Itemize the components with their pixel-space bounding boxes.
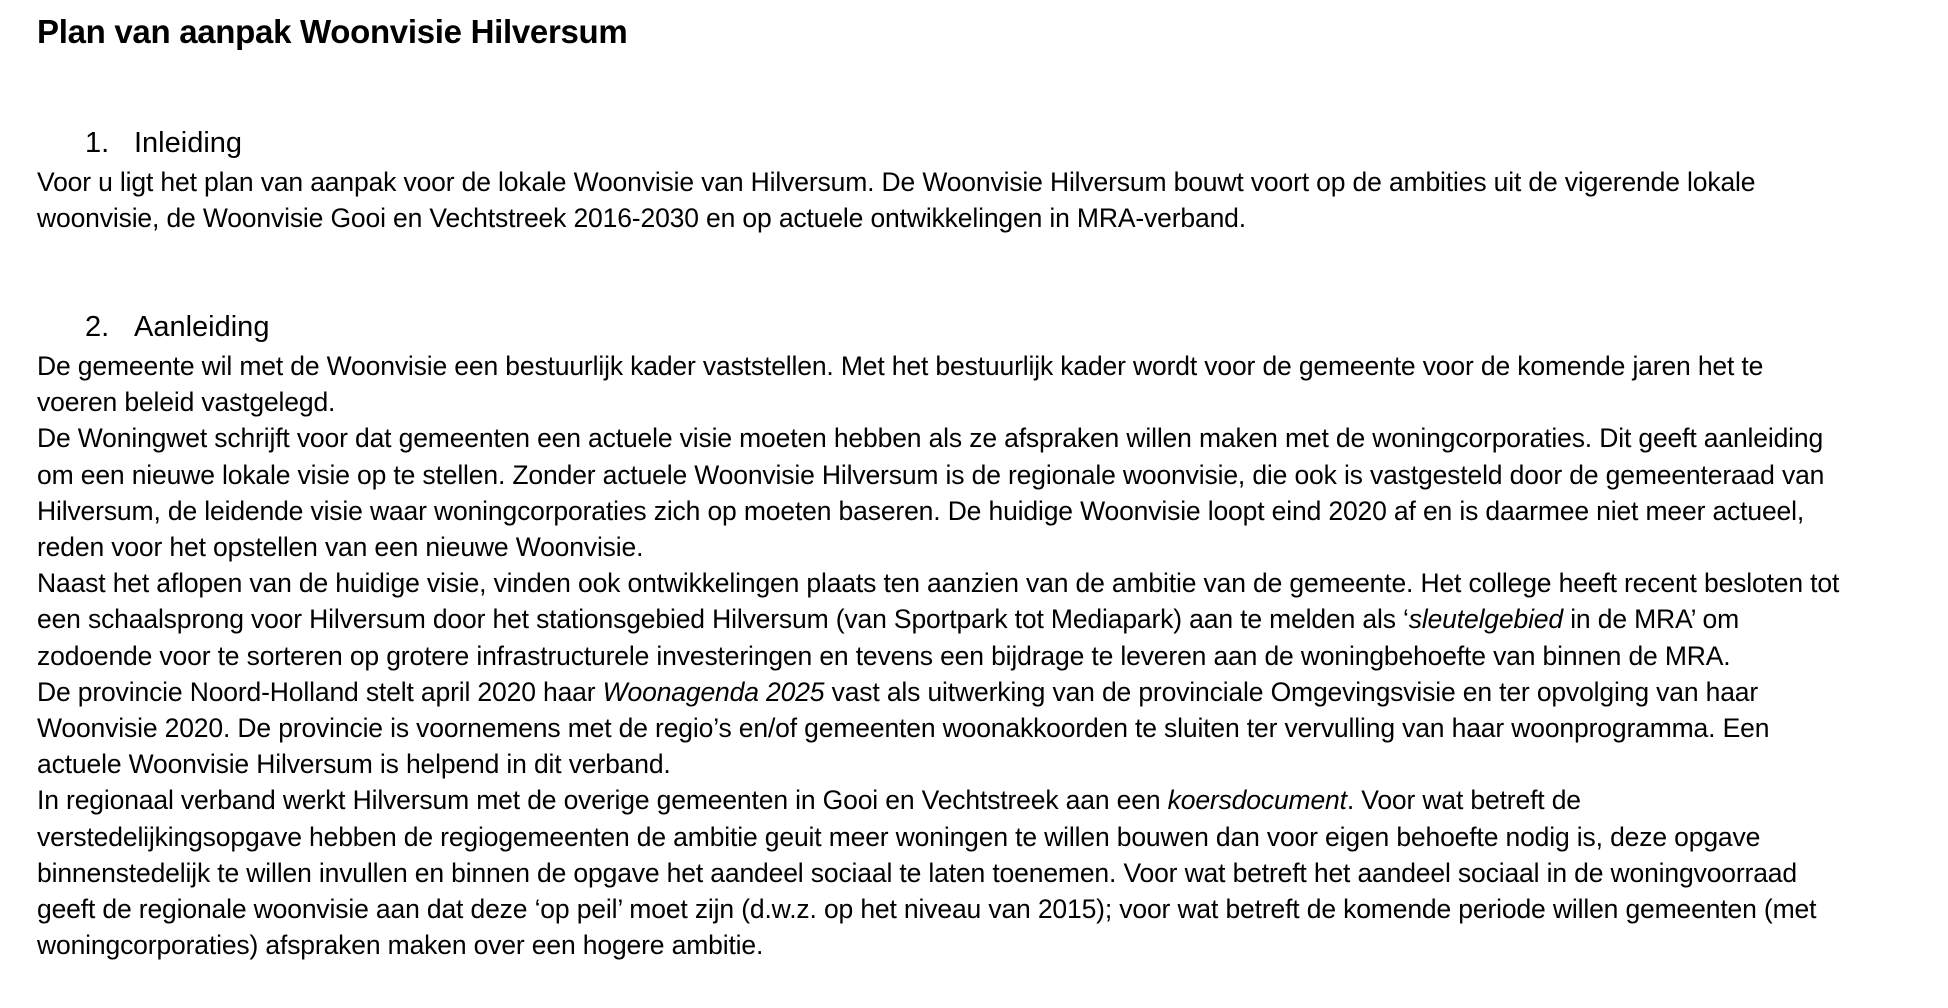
paragraph: De gemeente wil met de Woonvisie een bestuurlijk kader vaststellen. Met het bestuurlijk kader wordt voor de gemeente voor de komende jaren het te voeren beleid vastgelegd. <box>37 351 1764 418</box>
paragraph-text: . Voor wat betreft de verstedelijkingsopgave hebben de regiogemeenten de ambitie geuit meer woningen te willen bouwen dan voor eigen behoefte nodig is, deze opgave binnenstedelijk te willen invullen en binnen de opgave het aandeel sociaal te laten toenemen. Voor wat betreft het aandeel sociaal in de woningvoorraad geeft de regionale woonvisie aan dat deze ‘op peil’ moet zijn (d.w.z. op het niveau van 2015); voor wat betreft de komende periode willen gemeenten (met woningcorporaties) afspraken maken over een hogere ambitie. <box>37 785 1817 961</box>
paragraph-text: Naast het aflopen van de huidige visie, vinden ook ontwikkelingen plaats ten aanzien van de ambitie van de gemeente. Het college heeft recent besloten tot een schaalsprong voor Hilversum door het stationsgebied Hilversum (van Sportpark tot Mediapark) aan te melden als ‘ <box>37 568 1840 635</box>
paragraph: De Woningwet schrijft voor dat gemeenten een actuele visie moeten hebben als ze afspraken willen maken met de woningcorporaties. Dit geeft aanleiding om een nieuwe lokale visie op te stellen. Zonder actuele Woonvisie Hilversum is de regionale woonvisie, die ook is vastgesteld door de gemeenteraad van Hilversum, de leidende visie waar woningcorporaties zich op moeten baseren. De huidige Woonvisie loopt eind 2020 af en is daarmee niet meer actueel, reden voor het opstellen van een nieuwe Woonvisie. <box>37 423 1825 563</box>
section-inleiding <box>37 122 1918 236</box>
emphasis-text: koersdocument <box>1167 785 1347 816</box>
paragraph-text: De provincie Noord-Holland stelt april 2020 haar <box>37 676 603 707</box>
paragraph-text: In regionaal verband werkt Hilversum met de overige gemeenten in Gooi en Vechtstreek aan een <box>37 785 1168 816</box>
section-number: 1. <box>85 127 110 159</box>
paragraph: Voor u ligt het plan van aanpak voor de lokale Woonvisie van Hilversum. De Woonvisie Hilversum bouwt voort op de ambities uit de vigerende lokale woonvisie, de Woonvisie Gooi en Vechtstreek 2016-2030 en op actuele ontwikkelingen in MRA-verband. <box>37 167 1756 234</box>
emphasis-text: Woonagenda 2025 <box>602 676 825 707</box>
section-aanleiding <box>37 306 1918 963</box>
section-number: 2. <box>85 311 110 343</box>
section-heading-text: Aanleiding <box>134 311 270 343</box>
document-title: Plan van aanpak Woonvisie Hilversum <box>37 13 628 50</box>
paragraph <box>37 782 1918 963</box>
paragraph-text: in de MRA’ om zodoende voor te sorteren op grotere infrastructurele investeringen en tevens een bijdrage te leveren aan de woningbehoefte van binnen de MRA. <box>37 604 1740 671</box>
paragraph-text: vast als uitwerking van de provinciale Omgevingsvisie en ter opvolging van haar Woonvisie 2020. De provincie is voornemens met de regio’s en/of gemeenten woonakkoorden te sluiten ter vervulling van haar woonprogramma. Een actuele Woonvisie Hilversum is helpend in dit verband. <box>37 676 1770 780</box>
section-heading <box>37 306 1918 348</box>
section-heading <box>37 122 1918 164</box>
paragraph <box>37 565 1918 674</box>
section-heading-text: Inleiding <box>134 127 243 159</box>
paragraph <box>37 674 1918 783</box>
emphasis-text: sleutelgebied <box>1408 604 1563 635</box>
